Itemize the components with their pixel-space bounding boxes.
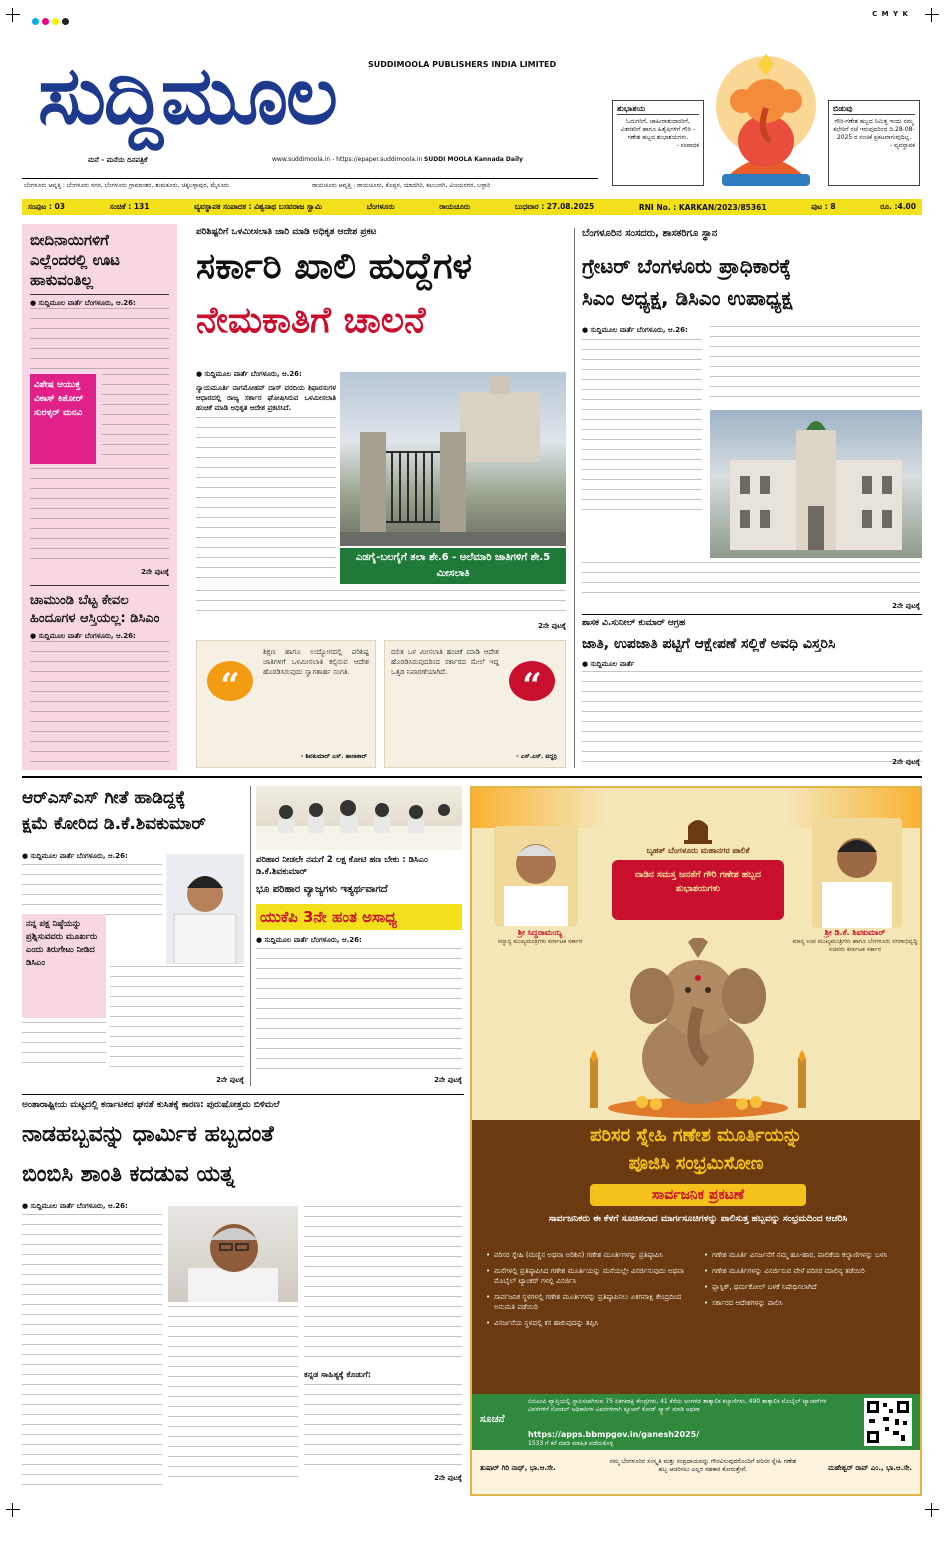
guideline-item: • ಪರಿಸರ ಸ್ನೇಹಿ (ಮಣ್ಣಿನ ಅಥವಾ ಅರಿಶಿನ) ಗಣೇಶ ಮೂರ್ತಿಗಳನ್ನು ಪ್ರತಿಷ್ಠಾಪಿಸಿ	[486, 1250, 694, 1260]
bottom-body-col3	[304, 1206, 462, 1366]
tagline: ಮನೆ - ಮನೆಯ ದಿನಪತ್ರಿಕೆ	[88, 156, 148, 164]
rss-story-body	[22, 852, 162, 922]
right-headline-1[interactable]: ಗ್ರೇಟರ್ ಬೆಂಗಳೂರು ಪ್ರಾಧಿಕಾರಕ್ಕೆ	[582, 254, 791, 278]
purushottama-bilimale-photo	[168, 1206, 298, 1302]
bottom-headline-1[interactable]: ನಾಡಹಬ್ಬವನ್ನು ಧಾರ್ಮಿಕ ಹಬ್ಬದಂತೆ	[22, 1122, 274, 1147]
right-story-text	[582, 326, 702, 517]
volume: ಸಂಪುಟ : 03	[28, 202, 65, 211]
greeting-text: ಓದುಗರಿಗೆ, ಜಾಹೀರಾತುದಾರರಿಗೆ, ವಿತರಕರಿಗೆ ಹಾಗೂ ಹಿತೈಷಿಗಳಿಗೆ ಗೌರಿ - ಗಣೇಶ ಹಬ್ಬದ ಶುಭಾಶಯಗಳು.	[620, 118, 695, 141]
kannada-daily-label: SUDDI MOOLA Kannada Daily	[424, 156, 523, 163]
right-story2-kicker: ಶಾಸಕ ವಿ.ಸುನೀಲ್ ಕುಮಾರ್ ಆಗ್ರಹ	[582, 618, 686, 628]
bottom-body-col3b	[304, 1384, 462, 1470]
ad-footer-left: ತುಷಾರ್ ಗಿರಿ ನಾಥ್, ಭಾ.ಆ.ಸೇ.	[480, 1464, 556, 1472]
right-story2-body	[582, 660, 922, 765]
right-byline: ● ಸುದ್ದಿಮೂಲ ವಾರ್ತೆ ಬೆಂಗಳೂರು, ಆ.26:	[582, 326, 688, 334]
page-count: ಪುಟ : 8	[811, 202, 836, 211]
story2-byline: ● ಸುದ್ದಿಮೂಲ ವಾರ್ತೆ ಬೆಂಗಳೂರು, ಆ.26:	[30, 632, 136, 640]
ad-info-tail: 1533 ಗೆ ಕರೆ ಮಾಡಿ ಮಾಹಿತಿ ಪಡೆದುಕೊಳ್ಳಿ	[528, 1440, 614, 1447]
ukp-byline: ● ಸುದ್ದಿಮೂಲ ವಾರ್ತೆ ಬೆಂಗಳೂರು, ಆ.26:	[256, 936, 362, 944]
holiday-notice-box	[828, 100, 920, 186]
bottom-continued[interactable]: 2ನೇ ಪುಟಕ್ಕೆ	[434, 1474, 462, 1482]
rss-headline-2[interactable]: ಕ್ಷಮೆ ಕೋರಿದ ಡಿ.ಕೆ.ಶಿವಕುಮಾರ್	[22, 814, 206, 834]
right-story-continuation	[582, 562, 920, 602]
rss-story-col2	[110, 966, 244, 1072]
ad-footer-right: ಮಹೇಶ್ವರ್ ರಾವ್ ಎಂ., ಭಾ.ಆ.ಸೇ.	[828, 1464, 912, 1472]
lead-intro-text: ನ್ಯಾಯಮೂರ್ತಿ ನಾಗಮೋಹನ್ ದಾಸ್ ವರದಿಯ ಶಿಫಾರಸುಗಳ ಆಧಾರದಲ್ಲಿ ರಾಜ್ಯ ಸರ್ಕಾರ ಘೋಷಿಸಿರುವ ಒಳಮೀಸಲಾತಿ ಹಂಚಿಕೆ ಮಾಡಿ ಅಧಿಕೃತ ಆದೇಶ ಪ್ರಕಟಿಸಿದೆ.	[196, 384, 336, 412]
quote-icon: “	[207, 661, 253, 701]
guideline-item: • ಗಣೇಶ ಮೂರ್ತಿಗಳನ್ನು ವಿಸರ್ಜಿಸುವ ವೇಳೆ ಪರಿಸರ ಮಾಲಿನ್ಯ ತಡೆಯಿರಿ	[704, 1266, 910, 1276]
holiday-text: ಗೌರಿ-ಗಣೇಶ ಹಬ್ಬದ ನಿಮಿತ್ತ ಇಂದು ನಮ್ಮ ಕಛೇರಿಗೆ ರಜೆ ಇರುವುದರಿಂದ ದಿ.28-08-2025 ರ ಸಂಚಿಕೆ ಪ್ರಕಟವಾಗುವುದಿಲ್ಲ.	[833, 118, 915, 141]
lead-headline-2[interactable]: ನೇಮಕಾತಿಗೆ ಚಾಲನೆ	[196, 300, 426, 341]
quote1-text: ಶಿಕ್ಷಣ ಹಾಗೂ ಉದ್ಯೋಗದಲ್ಲಿ ಪರಿಶಿಷ್ಟ ಜಾತಿಗಳಿಗೆ ಒಳಮೀಸಲಾತಿ ಕಲ್ಪಿಸುವ ಆದೇಶ ಹೊರಡಿಸಿರುವುದು ಸ್ವಾಗತಾರ್ಹ ಸಂಗತಿ.	[263, 648, 369, 676]
quote-box-2	[384, 640, 566, 768]
greeting-sign: - ಸಂಪಾದಕ	[676, 142, 699, 149]
right-story2-continued[interactable]: 2ನೇ ಪುಟಕ್ಕೆ	[892, 758, 920, 766]
bottom-headline-2[interactable]: ಬಿಂಬಿಸಿ ಶಾಂತಿ ಕದಡುವ ಯತ್ನ	[22, 1162, 235, 1187]
lead-continuation-text	[196, 590, 566, 620]
bottom-subhead: ಕನ್ನಡ ಸಾಹಿತ್ಯಕ್ಕೆ ಕೊಡುಗೆ:	[304, 1370, 371, 1379]
story1-continued[interactable]: 2ನೇ ಪುಟಕ್ಕೆ	[141, 568, 169, 576]
cm-siddaramaiah-photo	[494, 826, 578, 926]
quote2-text: ದಲಿತ ಒಳ ಮೀಸಲಾತಿ ಹಂಚಿಕೆ ಮಾಡಿ ಆದೇಶ ಹೊರಡಿಸಿರುವುದರಿಂದ ಸರ್ಕಾರದ ಮೇಲೆ ಇದ್ದ ಒತ್ತಡ ನಿವಾರಣೆಯಾಗಿದೆ.	[391, 648, 499, 676]
bbmp-ganesha-advertisement[interactable]	[470, 786, 922, 1496]
price: ರೂ. :4.00	[880, 202, 916, 211]
cmyk-label: C M Y K	[872, 10, 909, 18]
registration-mark	[6, 8, 20, 22]
bottom-body-col2	[168, 1306, 298, 1478]
bbmp-building-photo	[710, 410, 922, 558]
clay-ganesha-idol-image	[582, 938, 814, 1118]
lead-headline-1[interactable]: ಸರ್ಕಾರಿ ಖಾಲಿ ಹುದ್ದೆಗಳ	[196, 246, 472, 287]
lead-kicker: ಪರಿಶಿಷ್ಟರಿಗೆ ಒಳಮೀಸಲಾತಿ ಜಾರಿ ಮಾಡಿ ಅಧಿಕೃತ ಆದೇಶ ಪ್ರಕಟ	[196, 227, 377, 237]
bottom-byline: ● ಸುದ್ದಿಮೂಲ ವಾರ್ತೆ ಬೆಂಗಳೂರು, ಆ.26:	[22, 1202, 128, 1210]
bottom-kicker: ಅಂತಾರಾಷ್ಟ್ರೀಯ ಮಟ್ಟದಲ್ಲಿ ಕರ್ನಾಟಕದ ಘನತೆ ಕುಸಿತಕ್ಕೆ ಕಾರಣ: ಪುರುಷೋತ್ತಮ ಬಿಳಿಮಲೆ	[22, 1100, 280, 1110]
ad-guidelines-left	[486, 1250, 694, 1334]
city-raichur: ರಾಯಚೂರು	[439, 202, 471, 211]
raichur-edition-line: ರಾಯಚೂರು ಆವೃತ್ತಿ : ರಾಯಚೂರು, ಕೊಪ್ಪಳ, ಯಾದಗಿರಿ, ಕಲಬುರಗಿ, ವಿಜಯನಗರ, ಬಳ್ಳಾರಿ	[312, 182, 491, 189]
bottom-body-col1	[22, 1202, 162, 1486]
rss-highlight-box: ನನ್ನ ಪಕ್ಷ ನಿಷ್ಠೆಯನ್ನು ಪ್ರಶ್ನಿಸುವವರು ಮೂರ್ಖರು ಎಂದು ತಿರುಗೇಟು ನೀಡಿದ ಡಿಸಿಎಂ	[22, 914, 106, 1018]
quote-icon: “	[509, 661, 555, 701]
ukp-kicker: ಪರಿಹಾರ ನೀಡಲೇ ನಮಗೆ 2 ಲಕ್ಷ ಕೋಟಿ ಹಣ ಬೇಕು : ಡಿಸಿಎಂ ಡಿ.ಕೆ.ಶಿವಕುಮಾರ್	[256, 855, 428, 877]
quote-box-1	[196, 640, 376, 768]
ad-guidelines-right	[704, 1250, 910, 1314]
dk-shivakumar-photo	[166, 854, 244, 964]
story2-title[interactable]: ಚಾಮುಂಡಿ ಬೆಟ್ಟ ಕೇವಲ ಹಿಂದೂಗಳ ಆಸ್ತಿಯಲ್ಲ: ಡಿಸಿಎಂ	[30, 593, 160, 626]
ukp-subhead: ಭೂ ಪರಿಹಾರ ವ್ಯಾಜ್ಯಗಳು ಇತ್ಯರ್ಥವಾಗದೆ	[256, 884, 388, 895]
info-bar	[22, 199, 922, 215]
ganesha-illustration	[708, 46, 824, 192]
greeting-title: ಶುಭಾಶಯ	[617, 104, 699, 115]
ad-title-1: ಪರಿಸರ ಸ್ನೇಹಿ ಗಣೇಶ ಮೂರ್ತಿಯನ್ನು	[590, 1125, 802, 1146]
right-continued[interactable]: 2ನೇ ಪುಟಕ್ಕೆ	[892, 602, 920, 610]
guideline-item: • ಪ್ಲಾಸ್ಟಿಕ್, ಥರ್ಮಕೋಲ್ ಬಳಕೆ ನಿಷೇಧಿಸಲಾಗಿದೆ	[704, 1282, 910, 1292]
ad-greeting-banner: ನಾಡಿನ ಸಮಸ್ತ ಜನತೆಗೆ ಗೌರಿ ಗಣೇಶ ಹಬ್ಬದ ಶುಭಾಶಯಗಳು	[612, 860, 784, 920]
holiday-title: ಬಿಡುವು	[833, 104, 915, 115]
managing-editor: ವ್ಯವಸ್ಥಾಪಕ ಸಂಪಾದಕ : ವಿಶ್ವನಾಥ ಬಸವರಾಜ ಸ್ವಾಮಿ	[194, 202, 323, 211]
right-kicker: ಬೆಂಗಳೂರಿನ ಸಂಸದರು, ಶಾಸಕರಿಗೂ ಸ್ಥಾನ	[582, 228, 718, 239]
color-dots	[32, 10, 72, 29]
greeting-box	[612, 100, 704, 186]
registration-mark	[925, 1503, 939, 1517]
issue: ಸಂಚಿಕೆ : 131	[109, 202, 150, 211]
registration-mark	[6, 1503, 20, 1517]
left-column	[22, 224, 177, 770]
cm-title: ಸನ್ಮಾನ್ಯ ಮುಖ್ಯಮಂತ್ರಿಗಳು ಕರ್ನಾಟಕ ಸರ್ಕಾರ	[497, 938, 583, 945]
guideline-item: • ವಿಸರ್ಜನೆಯ ಸ್ಥಳದಲ್ಲಿ ಕಸ ಹಾಕುವುದನ್ನು ತಪ್ಪಿಸಿ	[486, 1318, 694, 1328]
vidhana-soudha-gate-photo	[340, 372, 566, 546]
registration-mark	[925, 8, 939, 22]
dcm-name: ಶ್ರೀ ಡಿ.ಕೆ. ಶಿವಕುಮಾರ್	[824, 928, 886, 937]
ad-public-notice: ಸಾರ್ವಜನಿಕ ಪ್ರಕಟಣೆ	[590, 1184, 806, 1206]
right-headline-2[interactable]: ಸಿಎಂ ಅಧ್ಯಕ್ಷ, ಡಿಸಿಎಂ ಉಪಾಧ್ಯಕ್ಷ	[582, 286, 793, 310]
ukp-headline[interactable]: ಯುಕೆಪಿ 3ನೇ ಹಂತ ಅಸಾಧ್ಯ	[256, 904, 462, 930]
ad-info-url[interactable]: https://apps.bbmpgov.in/ganesh2025/	[528, 1430, 700, 1439]
city-bengaluru: ಬೆಂಗಳೂರು	[366, 202, 395, 211]
cm-name: ಶ್ರೀ ಸಿದ್ದರಾಮಯ್ಯ	[517, 928, 563, 937]
website-urls: www.suddimoola.in - https://epaper.suddimoola.in	[272, 156, 423, 163]
rss-story-col1	[22, 1022, 106, 1070]
lead-photo-caption: ಎಡಗೈ-ಬಲಗೈಗೆ ತಲಾ ಶೇ.6 - ಅಲೆಮಾರಿ ಜಾತಿಗಳಿಗೆ ಶೇ.5 ಮೀಸಲಾತಿ	[340, 548, 566, 584]
rni-number: RNI No. : KARKAN/2023/85361	[638, 202, 767, 212]
newspaper-logo: ಸುದ್ದಿಮೂಲ	[38, 49, 336, 142]
story1-highlight-box: ವಿಶೇಷ ಆಯುಕ್ತ ವಿಕಾಸ್ ಕಿಶೋರ್ ಸುರಳ್ಕರ್ ಮನವಿ	[30, 374, 96, 464]
story1-byline: ● ಸುದ್ದಿಮೂಲ ವಾರ್ತೆ ಬೆಂಗಳೂರು, ಆ.26:	[30, 299, 136, 307]
guideline-item: • ಸಾರ್ವಜನಿಕ ಸ್ಥಳಗಳಲ್ಲಿ ಗಣೇಶ ಮೂರ್ತಿಗಳನ್ನು ಪ್ರತಿಷ್ಠಾಪಿಸಲು ಏಕಗವಾಕ್ಷಿ ಕೇಂದ್ರದಿಂದ ಅನುಮತಿ ಪಡೆಯಿರಿ	[486, 1292, 694, 1312]
guideline-item: • ಮನೆಗಳಲ್ಲಿ ಪ್ರತಿಷ್ಠಾಪಿಸಿದ ಗಣೇಶ ಮೂರ್ತಿಯನ್ನು ಮನೆಯಲ್ಲೇ ವಿಸರ್ಜಿಸುವುದು ಅಥವಾ ಮೊಬೈಲ್ ಟ್ಯಾಂಕರ್ ಗಳಲ್ಲಿ ವಿಸರ್ಜಿಸಿ	[486, 1266, 694, 1286]
ukp-body	[256, 936, 462, 1074]
right-story2-title[interactable]: ಜಾತಿ, ಉಪಜಾತಿ ಪಟ್ಟಿಗೆ ಆಕ್ಷೇಪಣೆ ಸಲ್ಲಿಕೆ ಅವಧಿ ವಿಸ್ತರಿಸಿ	[582, 636, 836, 652]
story1-title[interactable]: ಬೀದಿನಾಯಿಗಳಿಗೆ ಎಲ್ಲೆಂದರಲ್ಲಿ ಊಟ ಹಾಕುವಂತಿಲ್ಲ	[30, 231, 120, 289]
holiday-sign: - ವ್ಯವಸ್ಥಾಪಕ	[889, 142, 915, 149]
ad-info-label: ಸೂಚನೆ	[480, 1414, 505, 1425]
qr-code-icon[interactable]	[864, 1398, 912, 1446]
quote1-sign: - ಶಿವಕುಮಾರ್ ಎಸ್. ಹಾಸಾಕಾರ್	[300, 753, 367, 760]
lead-intro	[196, 370, 336, 587]
ad-info-strip	[472, 1394, 920, 1450]
ad-footer-mid: ನಮ್ಮ ಬೆಂಗಳೂರಿನ ಸಂಸ್ಕೃತಿ ಮತ್ತು ಸಂಪ್ರದಾಯವನ್ನು ಗೌರವಿಸುವುದರೊಂದಿಗೆ ಪರಿಸರ ಸ್ನೇಹಿ ಗಣೇಶ ಹಬ್ಬ ಆಚರಿಸಲು ಎಲ್ಲರ ಸಹಕಾರ ಕೋರುತ್ತೇವೆ.	[609, 1458, 797, 1473]
rss-continued[interactable]: 2ನೇ ಪುಟಕ್ಕೆ	[216, 1076, 244, 1084]
ad-notice-subtitle: ಸಾರ್ವಜನಿಕರು ಈ ಕೆಳಗೆ ಸೂಚಿಸಲಾದ ಮಾರ್ಗಸೂಚಿಗಳನ್ನು ಪಾಲಿಸುತ್ತ ಹಬ್ಬವನ್ನು ಸಂಭ್ರಮದಿಂದ ಆಚರಿಸಿ	[548, 1214, 848, 1224]
bengaluru-edition-line: ಬೆಂಗಳೂರು ಆವೃತ್ತಿ : ಬೆಂಗಳೂರು ನಗರ, ಬೆಂಗಳೂರು ಗ್ರಾಮಾಂತರ, ತುಮಕೂರು, ಚಿಕ್ಕಬಳ್ಳಾಪುರ, ಮೈಸೂರು	[24, 182, 230, 189]
guideline-item: • ಸರ್ಕಾರದ ಆದೇಶಗಳನ್ನು ಪಾಲಿಸಿ	[704, 1298, 910, 1308]
dcm-shivakumar-photo	[812, 818, 902, 928]
ad-title-2: ಪೂಜಿಸಿ ಸಂಭ್ರಮಿಸೋಣ	[628, 1153, 764, 1174]
rss-byline: ● ಸುದ್ದಿಮೂಲ ವಾರ್ತೆ ಬೆಂಗಳೂರು, ಆ.26:	[22, 852, 128, 860]
rss-headline-1[interactable]: ಆರ್‌ಎಸ್‌ಎಸ್ ಗೀತೆ ಹಾಡಿದ್ದಕ್ಕೆ	[22, 788, 186, 808]
issue-date: ಬುಧವಾರ : 27.08.2025	[514, 202, 595, 211]
publisher-name: SUDDIMOOLA PUBLISHERS INDIA LIMITED	[368, 60, 557, 69]
right-story-text-col2	[710, 326, 920, 406]
ad-footer	[472, 1450, 920, 1496]
bbmp-emblem-icon	[658, 814, 738, 844]
lead-continued[interactable]: 2ನೇ ಪುಟಕ್ಕೆ	[538, 622, 566, 630]
lead-byline: ● ಸುದ್ದಿಮೂಲ ವಾರ್ತೆ ಬೆಂಗಳೂರು, ಆ.26:	[196, 370, 302, 378]
ad-info-text: ಬಿಬಿಎಂಪಿ ವ್ಯಾಪ್ತಿಯಲ್ಲಿ ಸ್ಥಾಪಿಸಲಾಗಿರುವ 75 ಏಕಗವಾಕ್ಷಿ ಕೇಂದ್ರಗಳು, 41 ಕೆರೆಯ ಅಂಗಳದ ತಾತ್ಕಾಲಿಕ ಕಲ್ಯಾಣಿಗಳು, 490 ತಾತ್ಕಾಲಿಕ ಮೊಬೈಲ್ ಟ್ಯಾಂಕರ್‌ಗಳ ವಿವರಗಳಿಗೆ ನೋಡಲ್ ಅಧಿಕಾರಿಗಳ ವಿವರಗಳಿಗಾಗಿ ಕ್ಯೂಆರ್ ಕೋಡ್ ಸ್ಕ್ಯಾನ್ ಮಾಡಿ ಅಥವಾ	[528, 1398, 827, 1413]
quote2-sign: - ಎಸ್.ಎಸ್. ಪದ್ಧರ್ರಿ	[516, 753, 557, 760]
ukp-continued[interactable]: 2ನೇ ಪುಟಕ್ಕೆ	[434, 1076, 462, 1084]
dcm-title: ಮಾನ್ಯ ಉಪ ಮುಖ್ಯಮಂತ್ರಿಗಳು ಹಾಗೂ ಬೆಂಗಳೂರು ನಗರಾಭಿವೃದ್ಧಿ ಸಚಿವರು ಕರ್ನಾಟಕ ಸರ್ಕಾರ	[792, 938, 918, 953]
guideline-item: • ಗಣೇಶ ಮೂರ್ತಿ ವಿಸರ್ಜನೆಗೆ ನಮ್ಮ ಹೂ-ಹಾರ, ಪಾಲಿಕೆಯ ಕಲ್ಯಾಣಿಗಳನ್ನು ಬಳಸಿ	[704, 1250, 910, 1260]
right-story2-byline: ● ಸುದ್ದಿಮೂಲ ವಾರ್ತೆ	[582, 660, 635, 668]
ad-org-name: ಬೃಹತ್ ಬೆಂಗಳೂರು ಮಹಾನಗರ ಪಾಲಿಕೆ	[646, 846, 750, 855]
dcm-meeting-photo	[256, 786, 462, 850]
